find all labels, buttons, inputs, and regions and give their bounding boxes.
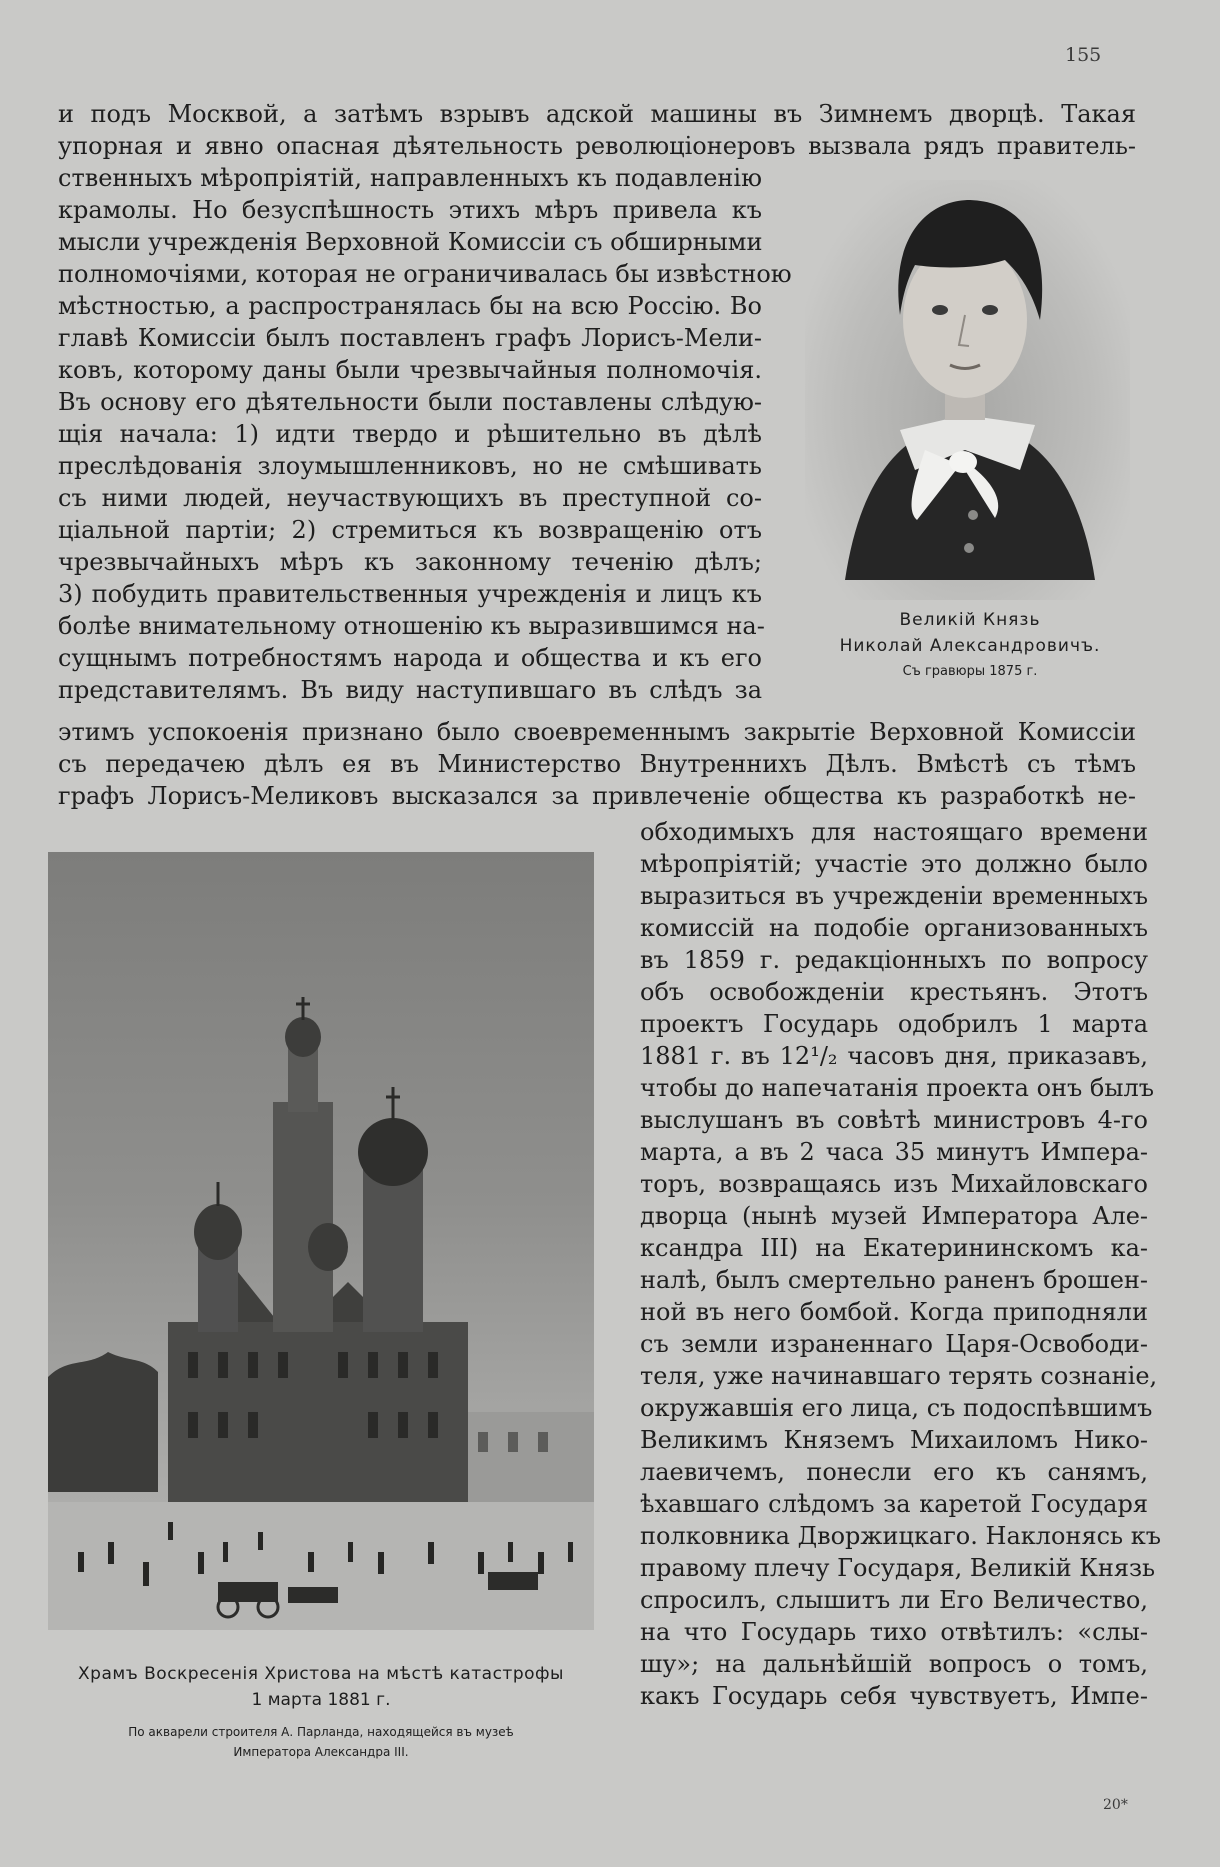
text-line: лаевичемъ, понесли его къ санямъ, [640, 1458, 1148, 1486]
text-line: ціальной партіи; 2) стремиться къ возвращенію отъ [58, 516, 762, 544]
text-line: ной въ него бомбой. Когда приподняли [640, 1298, 1148, 1326]
text-line: на что Государь тихо отвѣтилъ: «слы- [640, 1618, 1148, 1646]
text-line: Великимъ Княземъ Михаиломъ Нико- [640, 1426, 1148, 1454]
text-line: выслушанъ въ совѣтѣ министровъ 4-го [640, 1106, 1148, 1134]
text-line: ксандра III) на Екатерининскомъ ка- [640, 1234, 1148, 1262]
church-drawing [48, 852, 594, 1630]
text-line: дворца (нынѣ музей Императора Але- [640, 1202, 1148, 1230]
text-line: болѣе внимательному отношенію къ выразившимся на- [58, 612, 765, 640]
text-line: спросилъ, слышитъ ли Его Величество, [640, 1586, 1148, 1614]
text-line: обходимыхъ для настоящаго времени [640, 818, 1148, 846]
text-line: съ земли израненнаго Царя-Освободи- [640, 1330, 1148, 1358]
text-line: комиссій на подобіе организованныхъ [640, 914, 1148, 942]
text-line: правому плечу Государя, Великій Князь [640, 1554, 1156, 1582]
text-line: сущнымъ потребностямъ народа и общества и къ его [58, 644, 762, 672]
text-line: налѣ, былъ смертельно раненъ брошен- [640, 1266, 1148, 1294]
text-line: проектъ Государь одобрилъ 1 марта [640, 1010, 1148, 1038]
signature-mark: 20* [1103, 1797, 1128, 1813]
text-line: марта, а въ 2 часа 35 минутъ Импера- [640, 1138, 1148, 1166]
text-line: упорная и явно опасная дѣятельность революціонеровъ вызвала рядъ правитель- [58, 132, 1136, 160]
text-line: съ передачею дѣлъ ея въ Министерство Внутреннихъ Дѣлъ. Вмѣстѣ съ тѣмъ [58, 750, 1136, 778]
text-line: въ 1859 г. редакціонныхъ по вопросу [640, 946, 1148, 974]
portrait-caption-title: Великій Князь [899, 610, 1041, 630]
church-caption-source-2: Императора Александра III. [233, 1745, 409, 1759]
church-caption-source: По акварели строителя А. Парланда, находящейся въ музеѣ [128, 1725, 514, 1739]
text-line: выразиться въ учрежденіи временныхъ [640, 882, 1148, 910]
text-line: теля, уже начинавшаго терять сознаніе, [640, 1362, 1158, 1390]
text-line: шу»; на дальнѣйшій вопросъ о томъ, [640, 1650, 1148, 1678]
portrait-drawing [805, 180, 1130, 600]
text-line: чтобы до напечатанія проекта онъ былъ [640, 1074, 1154, 1102]
text-line: чрезвычайныхъ мѣръ къ законному теченію дѣлъ; [58, 548, 762, 576]
page-number: 155 [1065, 44, 1102, 66]
church-caption-title: Храмъ Воскресенія Христова на мѣстѣ катастрофы [78, 1664, 564, 1684]
text-line: представителямъ. Въ виду наступившаго въ слѣдъ за [58, 676, 762, 704]
text-line: торъ, возвращаясь изъ Михайловскаго [640, 1170, 1148, 1198]
text-line: полномочіями, которая не ограничивалась бы извѣстною [58, 260, 792, 288]
text-line: 3) побудить правительственныя учрежденія и лицъ къ [58, 580, 762, 608]
text-line: ственныхъ мѣропріятій, направленныхъ къ подавленію [58, 164, 762, 192]
text-line: и подъ Москвой, а затѣмъ взрывъ адской машины въ Зимнемъ дворцѣ. Такая [58, 100, 1136, 128]
text-line: какъ Государь себя чувствуетъ, Импе- [640, 1682, 1148, 1710]
portrait-caption-name: Николай Александровичъ. [839, 636, 1101, 656]
text-line: объ освобожденіи крестьянъ. Этотъ [640, 978, 1148, 1006]
text-line: мѣропріятій; участіе это должно было [640, 850, 1148, 878]
portrait-image [805, 180, 1130, 600]
text-line: главѣ Комиссіи былъ поставленъ графъ Лорисъ-Мели- [58, 324, 762, 352]
text-line: крамолы. Но безуспѣшность этихъ мѣръ привела къ [58, 196, 762, 224]
text-line: преслѣдованія злоумышленниковъ, но не смѣшивать [58, 452, 762, 480]
text-line: этимъ успокоенія признано было своевременнымъ закрытіе Верховной Комиссіи [58, 718, 1136, 746]
text-line: 1881 г. въ 12¹/₂ часовъ дня, приказавъ, [640, 1042, 1148, 1070]
text-line: Въ основу его дѣятельности были поставлены слѣдую- [58, 388, 762, 416]
text-line: съ ними людей, неучаствующихъ въ преступной со- [58, 484, 762, 512]
text-line: мысли учрежденія Верховной Комиссіи съ обширными [58, 228, 763, 256]
text-line: окружавшія его лица, съ подоспѣвшимъ [640, 1394, 1153, 1422]
portrait-caption-source: Съ гравюры 1875 г. [902, 664, 1038, 679]
text-line: ковъ, которому даны были чрезвычайныя полномочія. [58, 356, 762, 384]
text-line: щія начала: 1) идти твердо и рѣшительно въ дѣлѣ [58, 420, 762, 448]
text-line: полковника Дворжицкаго. Наклонясь къ [640, 1522, 1161, 1550]
text-line: ѣхавшаго слѣдомъ за каретой Государя [640, 1490, 1148, 1518]
church-image [48, 852, 594, 1630]
church-caption-date: 1 марта 1881 г. [251, 1690, 391, 1710]
text-line: мѣстностью, а распространялась бы на всю Россію. Во [58, 292, 762, 320]
text-line: графъ Лорисъ-Меликовъ высказался за привлеченіе общества къ разработкѣ не- [58, 782, 1136, 810]
